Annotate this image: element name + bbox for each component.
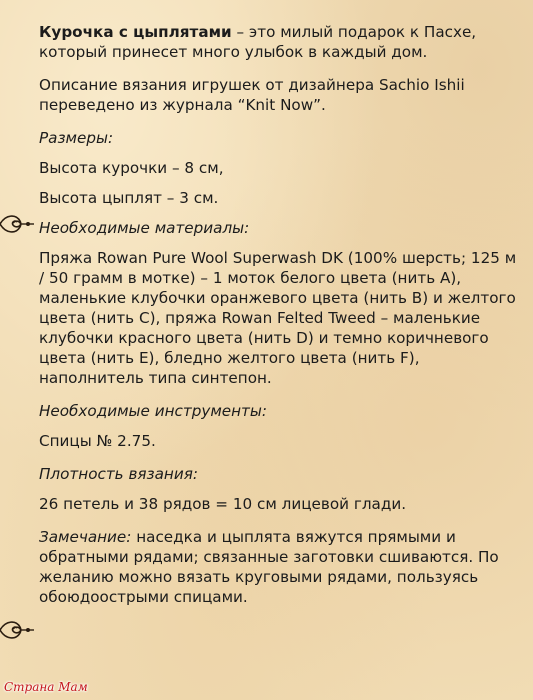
note-text: наседка и цыплята вяжутся прямыми и обратными рядами; связанные заготовки сшиваются. По желанию можно вязать круговыми рядами, пользуясь обоюдоострыми спицами. (39, 528, 499, 606)
size-chicks: Высота цыплят – 3 см. (39, 189, 219, 207)
note-label: Замечание: (39, 528, 132, 546)
intro-paragraph (39, 22, 524, 62)
article-title: Курочка с цыплятами (39, 23, 232, 41)
flourish-ornament-icon (0, 615, 36, 645)
intro-text: – это милый подарок к Пасхе, который принесет много улыбок в каждый дом. (39, 23, 477, 61)
flourish-ornament-icon (0, 209, 36, 239)
sizes-heading: Размеры: (39, 129, 114, 147)
tools-text: Спицы № 2.75. (39, 432, 156, 450)
gauge-text: 26 петель и 38 рядов = 10 см лицевой глади. (39, 495, 407, 513)
materials-heading: Необходимые материалы: (39, 219, 250, 237)
gauge-heading: Плотность вязания: (39, 465, 198, 483)
note-paragraph (39, 527, 524, 607)
description-paragraph: Описание вязания игрушек от дизайнера Sachio Ishii переведено из журнала “Knit Now”. (39, 76, 465, 114)
site-watermark: Страна Мам (4, 680, 88, 694)
tools-heading: Необходимые инструменты: (39, 402, 268, 420)
article-body (39, 22, 524, 620)
materials-text: Пряжа Rowan Pure Wool Superwash DK (100% шерсть; 125 м / 50 грамм в мотке) – 1 моток белого цвета (нить A), маленькие клубочки оранжевого цвета (нить B) и желтого цвета (нить C), пряжа Rowan Felted Tweed – маленькие клубочки красного цвета (нить D) и темно коричневого цвета (нить E), бледно желтого цвета (нить F), наполнитель типа синтепон. (39, 249, 517, 387)
size-hen: Высота курочки – 8 см, (39, 159, 224, 177)
